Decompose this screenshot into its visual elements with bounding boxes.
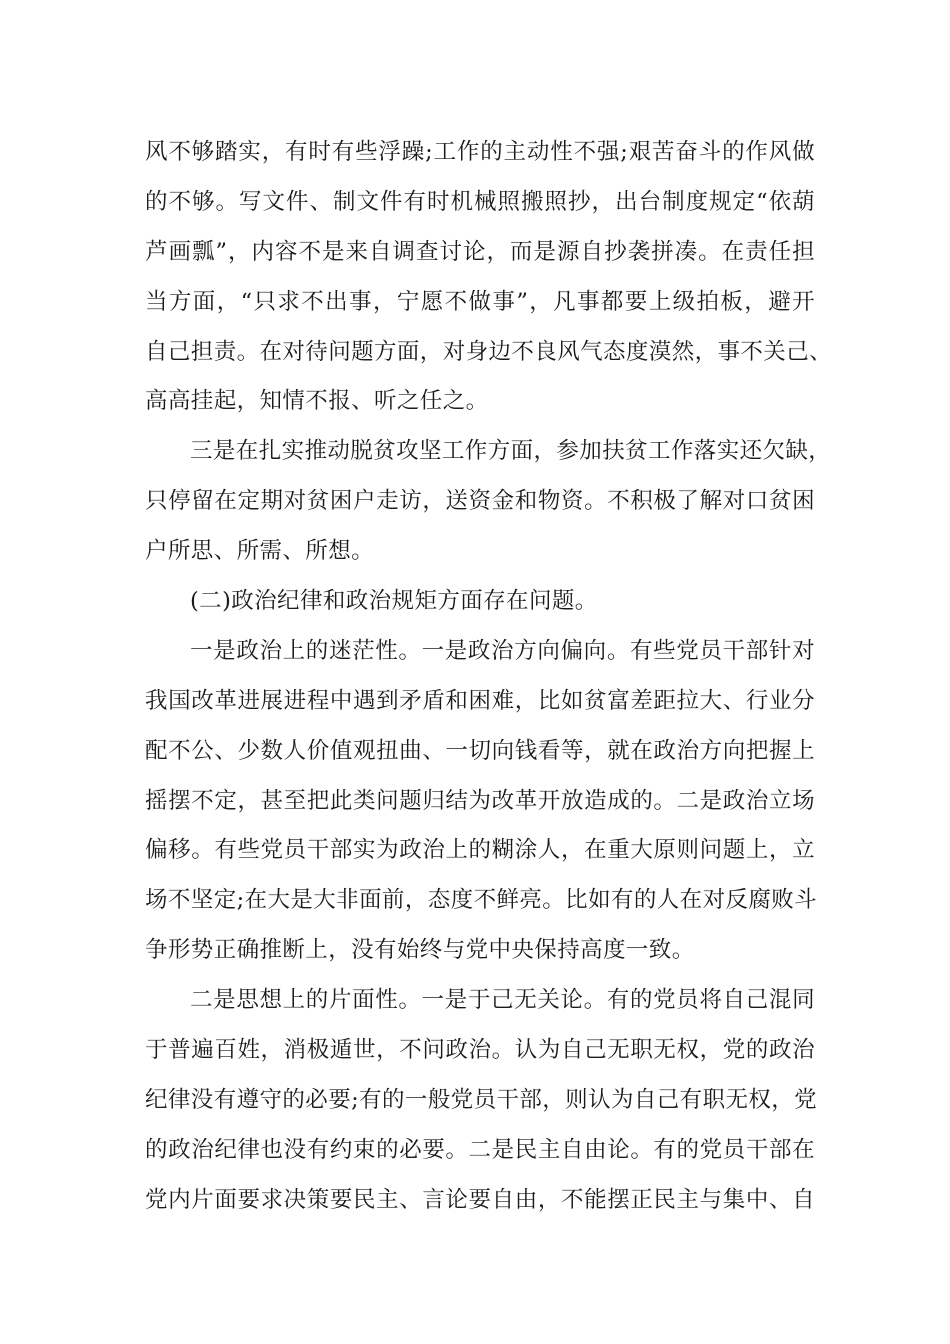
text-line: 只停留在定期对贫困户走访，送资金和物资。不积极了解对口贫困 (145, 488, 815, 515)
text-line: 争形势正确推断上，没有始终与党中央保持高度一致。 (145, 937, 695, 964)
text-line: 的政治纪律也没有约束的必要。二是民主自由论。有的党员干部在 (145, 1136, 815, 1163)
text-line: 党内片面要求决策要民主、言论要自由，不能摆正民主与集中、自 (145, 1186, 815, 1213)
body-text (145, 128, 833, 1226)
text-line: 摇摆不定，甚至把此类问题归结为改革开放造成的。二是政治立场 (145, 787, 815, 814)
text-line: 自己担责。在对待问题方面，对身边不良风气态度漠然，事不关己、 (145, 338, 833, 365)
text-line: 户所思、所需、所想。 (145, 538, 375, 565)
text-line: 配不公、少数人价值观扭曲、一切向钱看等，就在政治方向把握上 (145, 737, 815, 764)
text-line: 纪律没有遵守的必要;有的一般党员干部，则认为自己有职无权，党 (145, 1086, 818, 1113)
text-line: 当方面，“只求不出事，宁愿不做事”，凡事都要上级拍板，避开 (145, 288, 815, 315)
text-line: 我国改革进展进程中遇到矛盾和困难，比如贫富差距拉大、行业分 (145, 687, 815, 714)
text-line: 芦画瓢”，内容不是来自调查讨论，而是源自抄袭拼凑。在责任担 (145, 238, 815, 265)
text-line: 偏移。有些党员干部实为政治上的糊涂人，在重大原则问题上，立 (145, 837, 815, 864)
text-line: 风不够踏实，有时有些浮躁;工作的主动性不强;艰苦奋斗的作风做 (145, 139, 815, 165)
section-heading: (二)政治纪律和政治规矩方面存在问题。 (190, 588, 598, 615)
text-line: 场不坚定;在大是大非面前，态度不鲜亮。比如有的人在对反腐败斗 (145, 887, 818, 914)
paragraph-start-line: 二是思想上的片面性。一是于己无关论。有的党员将自己混同 (190, 987, 815, 1014)
text-line: 的不够。写文件、制文件有时机械照搬照抄，出台制度规定“依葫 (145, 188, 815, 215)
text-line: 高高挂起，知情不报、听之任之。 (145, 388, 489, 415)
text-line: 于普遍百姓，消极遁世，不问政治。认为自己无职无权，党的政治 (145, 1037, 815, 1064)
paragraph-start-line: 三是在扎实推动脱贫攻坚工作方面，参加扶贫工作落实还欠缺， (190, 438, 832, 465)
paragraph-start-line: 一是政治上的迷茫性。一是政治方向偏向。有些党员干部针对 (190, 637, 815, 664)
